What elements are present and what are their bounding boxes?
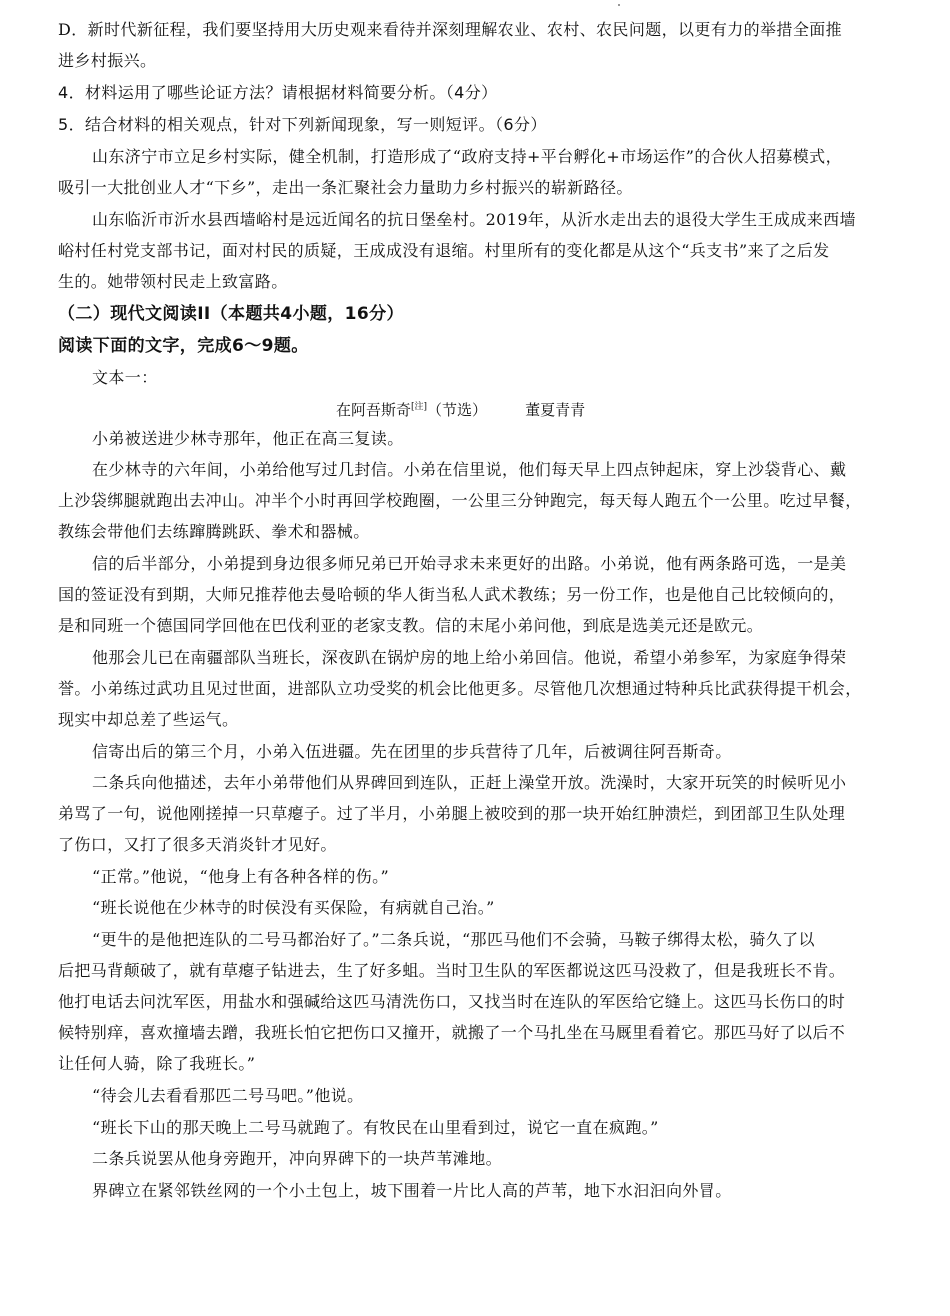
reading-instruction: 阅读下面的文字，完成6～9题。 <box>58 336 309 356</box>
news-1-line-1: 山东济宁市立足乡村实际，健全机制，打造形成了“政府支持+平台孵化+市场运作”的合伙人招募模式， <box>92 147 842 166</box>
dialogue-3: “待会儿去看看那匹二号马吧。”他说。 <box>92 1086 364 1105</box>
para-5: 信寄出后的第三个月，小弟入伍进疆。先在团里的步兵营待了几年，后被调往阿吾斯奇。 <box>92 742 732 761</box>
news-1-line-2: 吸引一大批创业人才“下乡”，走出一条汇聚社会力量助力乡村振兴的崭新路径。 <box>58 178 633 197</box>
para-7-line-5: 让任何人骑，除了我班长。” <box>58 1054 256 1073</box>
news-2-line-2: 峪村任村党支部书记，面对村民的质疑，王成成没有退缩。村里所有的变化都是从这个“兵支书”来了之后发 <box>58 241 830 260</box>
question-4: 4．材料运用了哪些论证方法？请根据材料简要分析。（4分） <box>58 83 498 102</box>
para-4-line-2: 誉。小弟练过武功且见过世面，进部队立功受奖的机会比他更多。尽管他几次想通过特种兵比武获得提干机会， <box>58 679 862 698</box>
dialogue-4: “班长下山的那天晚上二号马就跑了。有牧民在山里看到过，说它一直在疯跑。” <box>92 1118 659 1137</box>
para-2-line-3: 教练会带他们去练蹿腾跳跃、拳术和器械。 <box>58 522 370 541</box>
scan-speck <box>618 4 620 6</box>
title-author: 董夏青青 <box>525 401 586 419</box>
para-7-line-2: 后把马背颠破了，就有草瘪子钻进去，生了好多蛆。当时卫生队的军医都说这匹马没救了，但是我班长不肯。 <box>58 961 846 980</box>
passage-title <box>336 397 585 420</box>
para-6-line-1: 二条兵向他描述，去年小弟带他们从界碑回到连队，正赶上澡堂开放。洗澡时，大家开玩笑的时候听见小 <box>92 773 847 792</box>
section-heading: （二）现代文阅读II（本题共4小题，16分） <box>58 304 404 324</box>
para-2-line-1: 在少林寺的六年间，小弟给他写过几封信。小弟在信里说，他们每天早上四点钟起床，穿上沙袋背心、戴 <box>92 460 847 479</box>
title-text: 在阿吾斯奇 <box>336 401 412 419</box>
question-5: 5．结合材料的相关观点，针对下列新闻现象，写一则短评。（6分） <box>58 115 547 134</box>
para-4-line-3: 现实中却总差了些运气。 <box>58 710 239 729</box>
title-excerpt: （节选） <box>427 401 488 419</box>
dialogue-1: “正常。”他说，“他身上有各种各样的伤。” <box>92 867 390 886</box>
title-note-marker: [注] <box>411 402 428 412</box>
para-3-line-2: 国的签证没有到期，大师兄推荐他去曼哈顿的华人街当私人武术教练；另一份工作，也是他自己比较倾向的， <box>58 585 846 604</box>
para-3-line-1: 信的后半部分，小弟提到身边很多师兄弟已开始寻求未来更好的出路。小弟说，他有两条路可选，一是美 <box>92 554 847 573</box>
text-one-label: 文本一： <box>92 368 158 387</box>
para-7-line-3: 他打电话去问沈军医，用盐水和强碱给这匹马清洗伤口，又找当时在连队的军医给它缝上。这匹马长伤口的时 <box>58 992 846 1011</box>
para-9: 界碑立在紧邻铁丝网的一个小土包上，坡下围着一片比人高的芦苇，地下水汩汩向外冒。 <box>92 1181 732 1200</box>
para-8: 二条兵说罢从他身旁跑开，冲向界碑下的一块芦苇滩地。 <box>92 1149 503 1168</box>
option-d-line-1: D．新时代新征程，我们要坚持用大历史观来看待并深刻理解农业、农村、农民问题，以更有力的举措全面推 <box>58 20 843 39</box>
option-d-line-2: 进乡村振兴。 <box>58 51 157 70</box>
news-2-line-3: 生的。她带领村民走上致富路。 <box>58 272 288 291</box>
dialogue-2: “班长说他在少林寺的时侯没有买保险，有病就自己治。” <box>92 898 495 917</box>
para-7-line-4: 候特别痒，喜欢撞墙去蹭，我班长怕它把伤口又撞开，就搬了一个马扎坐在马厩里看着它。那匹马好了以后不 <box>58 1023 846 1042</box>
para-1: 小弟被送进少林寺那年，他正在高三复读。 <box>92 429 404 448</box>
para-3-line-3: 是和同班一个德国同学回他在巴伐利亚的老家支教。信的末尾小弟问他，到底是选美元还是欧元。 <box>58 616 764 635</box>
para-2-line-2: 上沙袋绑腿就跑出去冲山。冲半个小时再回学校跑圈，一公里三分钟跑完，每天每人跑五个一公里。吃过早餐， <box>58 491 862 510</box>
news-2-line-1: 山东临沂市沂水县西墙峪村是远近闻名的抗日堡垒村。2019年，从沂水走出去的退役大学生王成成来西墙 <box>92 210 856 229</box>
para-6-line-3: 了伤口，又打了很多天消炎针才见好。 <box>58 835 337 854</box>
para-7-line-1: “更牛的是他把连队的二号马都治好了。”二条兵说，“那匹马他们不会骑，马鞍子绑得太松，骑久了以 <box>92 930 815 949</box>
para-4-line-1: 他那会儿已在南疆部队当班长，深夜趴在锅炉房的地上给小弟回信。他说，希望小弟参军，为家庭争得荣 <box>92 648 847 667</box>
para-6-line-2: 弟骂了一句，说他刚搓掉一只草瘪子。过了半月，小弟腿上被咬到的那一块开始红肿溃烂，到团部卫生队处理 <box>58 804 846 823</box>
